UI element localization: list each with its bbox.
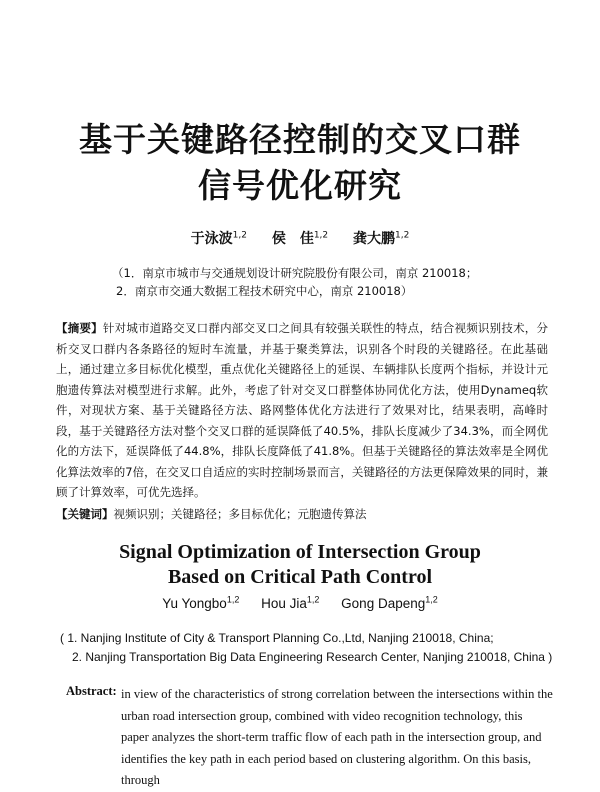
author-en-1: Yu Yongbo$^{1,2}$ [162,594,240,611]
affiliation-en-2: 2. Nanjing Transportation Big Data Engineering Research Center, Nanjing 210018, China ) [72,650,553,664]
abstract-cn-text: 针对城市道路交叉口群内部交叉口之间具有较强关联性的特点，结合视频识别技术，分析交叉口群内各条路径的短时车流量，并基于聚类算法，识别各个时段的关键路径。在此基础上，通过建立多目标优化模型，重点优化关键路径上的延误、车辆排队长度两个指标，并设计元胞遗传算法对模型进行求解。此外，考虑了针对交叉口群整体协同优化方法，使用Dynameq软件，对现状方案、基于关键路径方法、路网整体优化方法进行了效果对比，结果表明，高峰时段，基于关键路径方法对整个交叉口群的延误降低了40.5%，排队长度减少了34.3%，而全网优化的方法下，延误降低了44.8%，排队长度降低了41.8%。但基于关键路径的算法效率是全网优化算法效率的7倍，在交叉口自适应的实时控制场景而言，关键路径的方法更保障效果的同时，兼顾了计算效率，可优先选择。 [56,321,549,499]
abstract-en-text: in view of the characteristics of strong correlation between the intersections within the urban road intersection group, combined with video recognition technology, this paper analyzes the short-term traffic flow of each path in the intersection group, and identifies the key path in each period based on clustering algorithm. On this basis, through [121,687,553,787]
title-en-line2: Based on Critical Path Control [167,566,433,588]
authors-en [0,596,600,611]
authors-cn [0,228,600,248]
abstract-cn-label: 【摘要】 [56,321,103,335]
title-cn-line2: 信号优化研究 [198,166,402,205]
keywords-cn [56,504,548,524]
affiliation-cn-1: （1．南京市城市与交通规划设计研究院股份有限公司，南京 210018； [112,266,478,280]
affiliation-en-1: ( 1. Nanjing Institute of City & Transport Planning Co.,Ltd, Nanjing 210018, China; [60,631,494,645]
affiliation-cn-2: 2．南京市交通大数据工程技术研究中心，南京 210018） [116,284,413,298]
abstract-en-label: Abstract: [66,684,117,698]
author-en-2: Hou Jia$^{1,2}$ [261,594,320,611]
author-cn-1: 于泳波$^{1,2}$ [190,230,247,247]
author-en-3: Gong Dapeng$^{1,2}$ [341,594,438,611]
author-cn-2: 侯 佳$^{1,2}$ [271,230,329,247]
title-en-line1: Signal Optimization of Intersection Group [119,541,481,563]
keywords-cn-label: 【关键词】 [56,507,114,521]
title-cn-line1: 基于关键路径控制的交叉口群 [79,120,521,159]
keywords-cn-text: 视频识别；关键路径；多目标优化；元胞遗传算法 [113,507,367,521]
author-cn-3: 龚大鹏$^{1,2}$ [353,230,410,247]
abstract-cn [56,318,548,503]
